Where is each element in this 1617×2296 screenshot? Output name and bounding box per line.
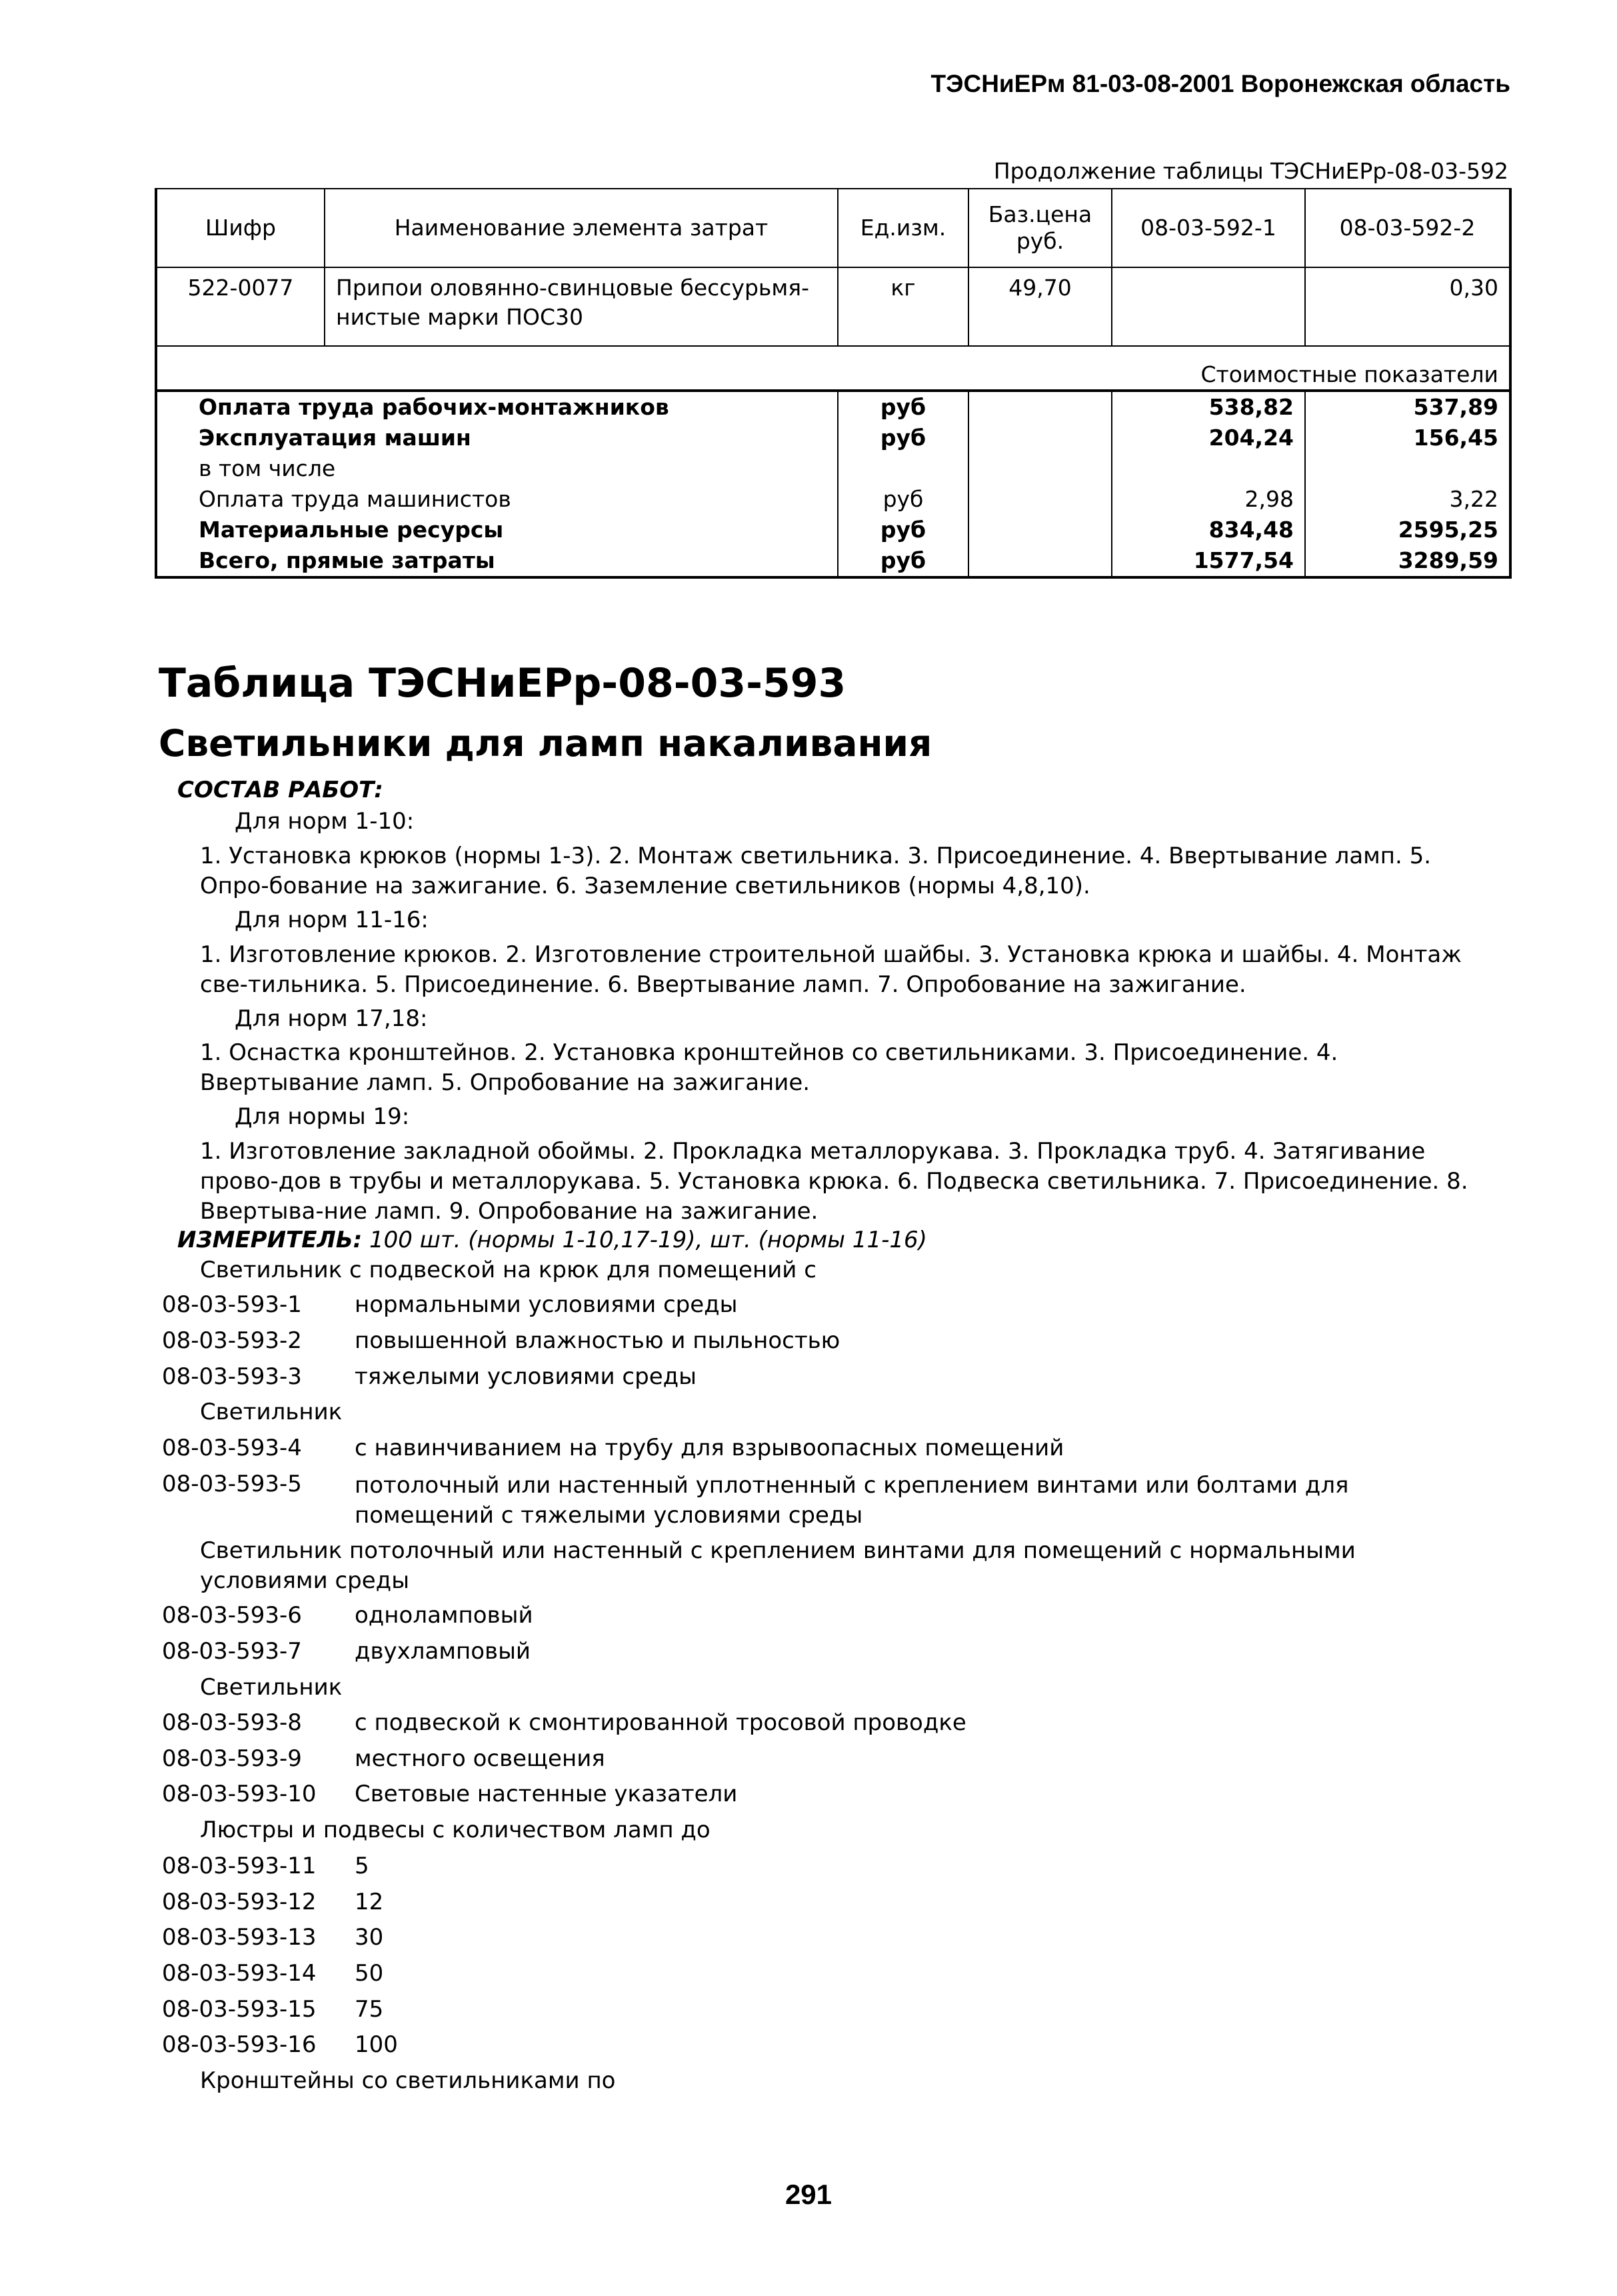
norm-code: 08-03-593-5 — [162, 1471, 302, 1497]
norm-code: 08-03-593-6 — [162, 1602, 302, 1629]
table-row — [156, 515, 1510, 545]
norm-description: 30 — [355, 1924, 384, 1951]
summary-name: Эксплуатация машин — [156, 423, 838, 453]
norm-description: тяжелыми условиями среды — [355, 1363, 697, 1390]
measure-line — [177, 1227, 927, 1253]
norm-code: 08-03-593-11 — [162, 1853, 317, 1879]
summary-norm-2-value: 2595,25 — [1305, 515, 1510, 545]
summary-name: Материальные ресурсы — [156, 515, 838, 545]
resource-norm-2-value: 0,30 — [1305, 267, 1510, 346]
summary-unit: руб — [838, 423, 968, 453]
summary-norm-2-value: 156,45 — [1305, 423, 1510, 453]
norm-group-heading: Кронштейны со светильниками по — [200, 2067, 616, 2094]
measure-value: 100 шт. (нормы 1-10,17-19), шт. (нормы 11-16) — [369, 1227, 927, 1253]
measure-label: ИЗМЕРИТЕЛЬ: — [177, 1227, 363, 1253]
table-row — [156, 267, 1510, 346]
norm-description: двухламповый — [355, 1638, 531, 1665]
summary-name: в том числе — [156, 453, 838, 484]
summary-unit: руб — [838, 391, 968, 423]
norm-code: 08-03-593-12 — [162, 1889, 317, 1915]
summary-norm-1-value: 2,98 — [1112, 484, 1305, 515]
summary-base-price — [968, 484, 1112, 515]
document-header: ТЭСНиЕРм 81-03-08-2001 Воронежская область — [930, 70, 1510, 97]
norm-group-heading: Светильник потолочный или настенный с креплением винтами для помещений с нормальными условиями среды — [200, 1537, 1356, 1594]
table-row — [156, 545, 1510, 577]
summary-norm-1-value: 834,48 — [1112, 515, 1305, 545]
norm-code: 08-03-593-9 — [162, 1745, 302, 1772]
norm-description: нормальными условиями среды — [355, 1291, 738, 1318]
summary-name: Всего, прямые затраты — [156, 545, 838, 577]
summary-unit: руб — [838, 545, 968, 577]
summary-norm-1-value: 538,82 — [1112, 391, 1305, 423]
summary-base-price — [968, 545, 1112, 577]
table-header-row — [156, 189, 1510, 267]
norms-range-label: Для норм 1-10: — [235, 808, 415, 835]
column-header-base-price: Баз.цена руб. — [968, 189, 1112, 267]
work-composition-text: 1. Изготовление закладной обоймы. 2. Прокладка металлорукава. 3. Прокладка труб. 4. Затягивание прово-дов в трубы и металлорукава. 5. Установка крюка. 6. Подвеска светильника. 7. Присоединение. 8. Ввертыва-ние ламп. 9. Опробование на зажигание. — [200, 1138, 1468, 1225]
column-header-norm-2: 08-03-592-2 — [1305, 189, 1510, 267]
resource-norm-1-value — [1112, 267, 1305, 346]
summary-norm-2-value — [1305, 453, 1510, 484]
table-row — [156, 453, 1510, 484]
summary-base-price — [968, 453, 1112, 484]
norm-code: 08-03-593-16 — [162, 2031, 317, 2058]
norm-description: 75 — [355, 1996, 384, 2023]
table-subtitle: Светильники для ламп накаливания — [159, 722, 932, 765]
section-label: Стоимостные показатели — [156, 346, 1510, 391]
norm-code: 08-03-593-14 — [162, 1960, 317, 1987]
resource-code: 522-0077 — [156, 267, 325, 346]
norm-code: 08-03-593-3 — [162, 1363, 302, 1390]
summary-base-price — [968, 391, 1112, 423]
table-row — [156, 423, 1510, 453]
norm-group-heading: Светильник с подвеской на крюк для помещений с — [200, 1257, 816, 1283]
summary-norm-2-value: 3289,59 — [1305, 545, 1510, 577]
norm-code: 08-03-593-8 — [162, 1709, 302, 1736]
resource-name: Припои оловянно-свинцовые бессурьмя-нистые марки ПОС30 — [325, 267, 838, 346]
norm-code: 08-03-593-13 — [162, 1924, 317, 1951]
norm-code: 08-03-593-15 — [162, 1996, 317, 2023]
table-continuation-caption: Продолжение таблицы ТЭСНиЕРр-08-03-592 — [993, 158, 1508, 184]
work-composition-text: 1. Оснастка кронштейнов. 2. Установка кронштейнов со светильниками. 3. Присоединение. 4. Ввертывание ламп. 5. Опробование на зажигание. — [200, 1039, 1338, 1096]
norm-group-heading: Люстры и подвесы с количеством ламп до — [200, 1817, 711, 1843]
norm-description: потолочный или настенный уплотненный с креплением винтами или болтами для помещений с тяжелыми условиями среды — [355, 1472, 1349, 1529]
column-header-name: Наименование элемента затрат — [325, 189, 838, 267]
table-row — [156, 391, 1510, 423]
norm-description: 50 — [355, 1960, 384, 1987]
summary-norm-1-value: 204,24 — [1112, 423, 1305, 453]
norm-description: местного освещения — [355, 1745, 605, 1772]
summary-norm-2-value: 3,22 — [1305, 484, 1510, 515]
summary-unit — [838, 453, 968, 484]
norm-description: 12 — [355, 1889, 384, 1915]
norms-range-label: Для норм 11-16: — [235, 907, 429, 933]
section-row — [156, 346, 1510, 391]
norm-description: 5 — [355, 1853, 369, 1879]
norms-range-label: Для норм 17,18: — [235, 1005, 428, 1032]
summary-norm-1-value — [1112, 453, 1305, 484]
summary-norm-1-value: 1577,54 — [1112, 545, 1305, 577]
norm-code: 08-03-593-7 — [162, 1638, 302, 1665]
norm-code: 08-03-593-1 — [162, 1291, 302, 1318]
summary-base-price — [968, 423, 1112, 453]
summary-name: Оплата труда машинистов — [156, 484, 838, 515]
summary-base-price — [968, 515, 1112, 545]
norm-description: 100 — [355, 2031, 398, 2058]
norm-description: с подвеской к смонтированной тросовой проводке — [355, 1709, 966, 1736]
work-composition-text: 1. Изготовление крюков. 2. Изготовление строительной шайбы. 3. Установка крюка и шайбы. 4. Монтаж све-тильника. 5. Присоединение. 6. Ввертывание ламп. 7. Опробование на зажигание. — [200, 941, 1462, 998]
norms-range-label: Для нормы 19: — [235, 1103, 410, 1130]
column-header-unit: Ед.изм. — [838, 189, 968, 267]
cost-table — [155, 188, 1512, 579]
norm-code: 08-03-593-2 — [162, 1327, 302, 1354]
norm-group-heading: Светильник — [200, 1399, 343, 1425]
norm-group-heading: Светильник — [200, 1674, 343, 1701]
work-composition-heading: СОСТАВ РАБОТ: — [177, 777, 383, 803]
page-number: 291 — [785, 2179, 832, 2210]
norm-description: одноламповый — [355, 1602, 533, 1629]
norm-description: с навинчиванием на трубу для взрывоопасных помещений — [355, 1435, 1064, 1461]
column-header-norm-1: 08-03-592-1 — [1112, 189, 1305, 267]
norm-description: Световые настенные указатели — [355, 1781, 738, 1807]
summary-unit: руб — [838, 484, 968, 515]
norm-code: 08-03-593-4 — [162, 1435, 302, 1461]
resource-base-price: 49,70 — [968, 267, 1112, 346]
summary-name: Оплата труда рабочих-монтажников — [156, 391, 838, 423]
work-composition-text: 1. Установка крюков (нормы 1-3). 2. Монтаж светильника. 3. Присоединение. 4. Ввертывание ламп. 5. Опро-бование на зажигание. 6. Заземление светильников (нормы 4,8,10). — [200, 843, 1432, 899]
table-row — [156, 484, 1510, 515]
column-header-code: Шифр — [156, 189, 325, 267]
table-title: Таблица ТЭСНиЕРр-08-03-593 — [159, 660, 846, 707]
summary-unit: руб — [838, 515, 968, 545]
norm-code: 08-03-593-10 — [162, 1781, 317, 1807]
summary-norm-2-value: 537,89 — [1305, 391, 1510, 423]
resource-unit: кг — [838, 267, 968, 346]
norm-description: повышенной влажностью и пыльностью — [355, 1327, 840, 1354]
